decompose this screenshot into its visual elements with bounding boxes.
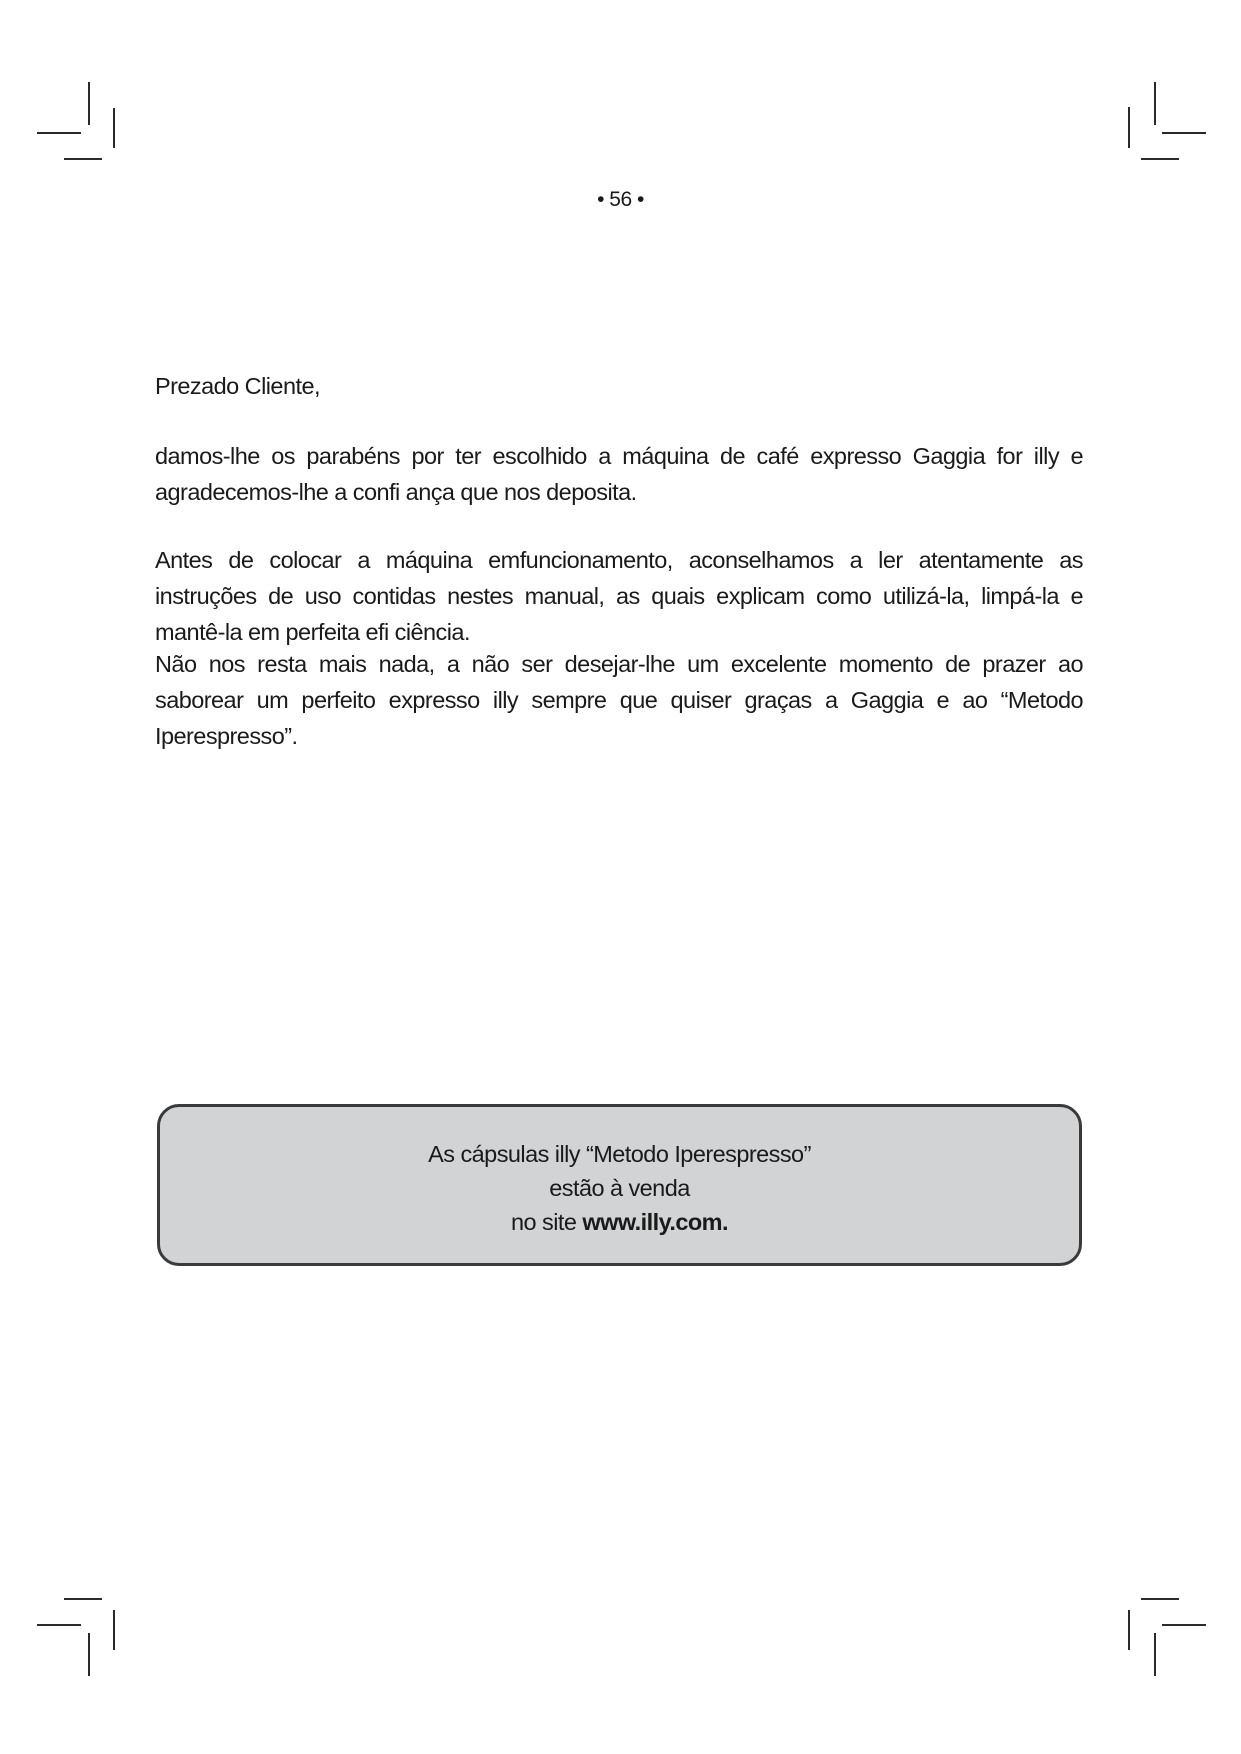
paragraph-text: damos-lhe os parabéns por ter escolhido a máquina de café expresso Gaggia for illy e agradecemos-lhe a confi ança que nos deposita. <box>155 443 1083 505</box>
crop-mark <box>1141 1598 1179 1600</box>
crop-mark <box>64 158 102 160</box>
capsules-notice-box <box>157 1104 1082 1266</box>
paragraph-text: Antes de colocar a máquina emfuncionamento, aconselhamos a ler atentamente as instruções de uso contidas nestes manual, as quais explicam como utilizá-la, limpá-la e mantê-la em perfeita efi ciência. <box>155 547 1083 645</box>
notice-line-1: As cápsulas illy “Metodo Iperespresso” <box>428 1141 811 1167</box>
crop-mark <box>88 1633 90 1676</box>
crop-mark <box>37 1624 81 1626</box>
crop-mark <box>1154 1633 1156 1676</box>
crop-mark <box>113 1610 115 1650</box>
letter-paragraph <box>155 646 1083 754</box>
website-link[interactable]: www.illy.com. <box>582 1209 728 1235</box>
paragraph-text: Não nos resta mais nada, a não ser desejar-lhe um excelente momento de prazer ao saborear um perfeito expresso illy sempre que quiser graças a Gaggia e ao “Metodo Iperespresso”. <box>155 651 1083 749</box>
crop-mark <box>113 108 115 148</box>
letter-paragraph <box>155 438 1083 510</box>
greeting-text: Prezado Cliente, <box>155 373 320 399</box>
crop-mark <box>1162 132 1206 134</box>
crop-mark <box>1162 1624 1206 1626</box>
crop-mark <box>64 1598 102 1600</box>
crop-mark <box>1154 82 1156 125</box>
notice-line-2: estão à venda <box>549 1175 690 1201</box>
crop-mark <box>37 132 81 134</box>
crop-mark <box>1128 107 1130 148</box>
letter-greeting <box>155 368 1083 404</box>
notice-site-prefix: no site <box>510 1209 583 1235</box>
page-number: • 56 • <box>597 188 644 211</box>
letter-paragraph <box>155 542 1083 650</box>
crop-mark <box>88 82 90 125</box>
crop-mark <box>1141 158 1179 160</box>
notice-line-3 <box>160 1205 1079 1239</box>
crop-mark <box>1128 1610 1130 1650</box>
